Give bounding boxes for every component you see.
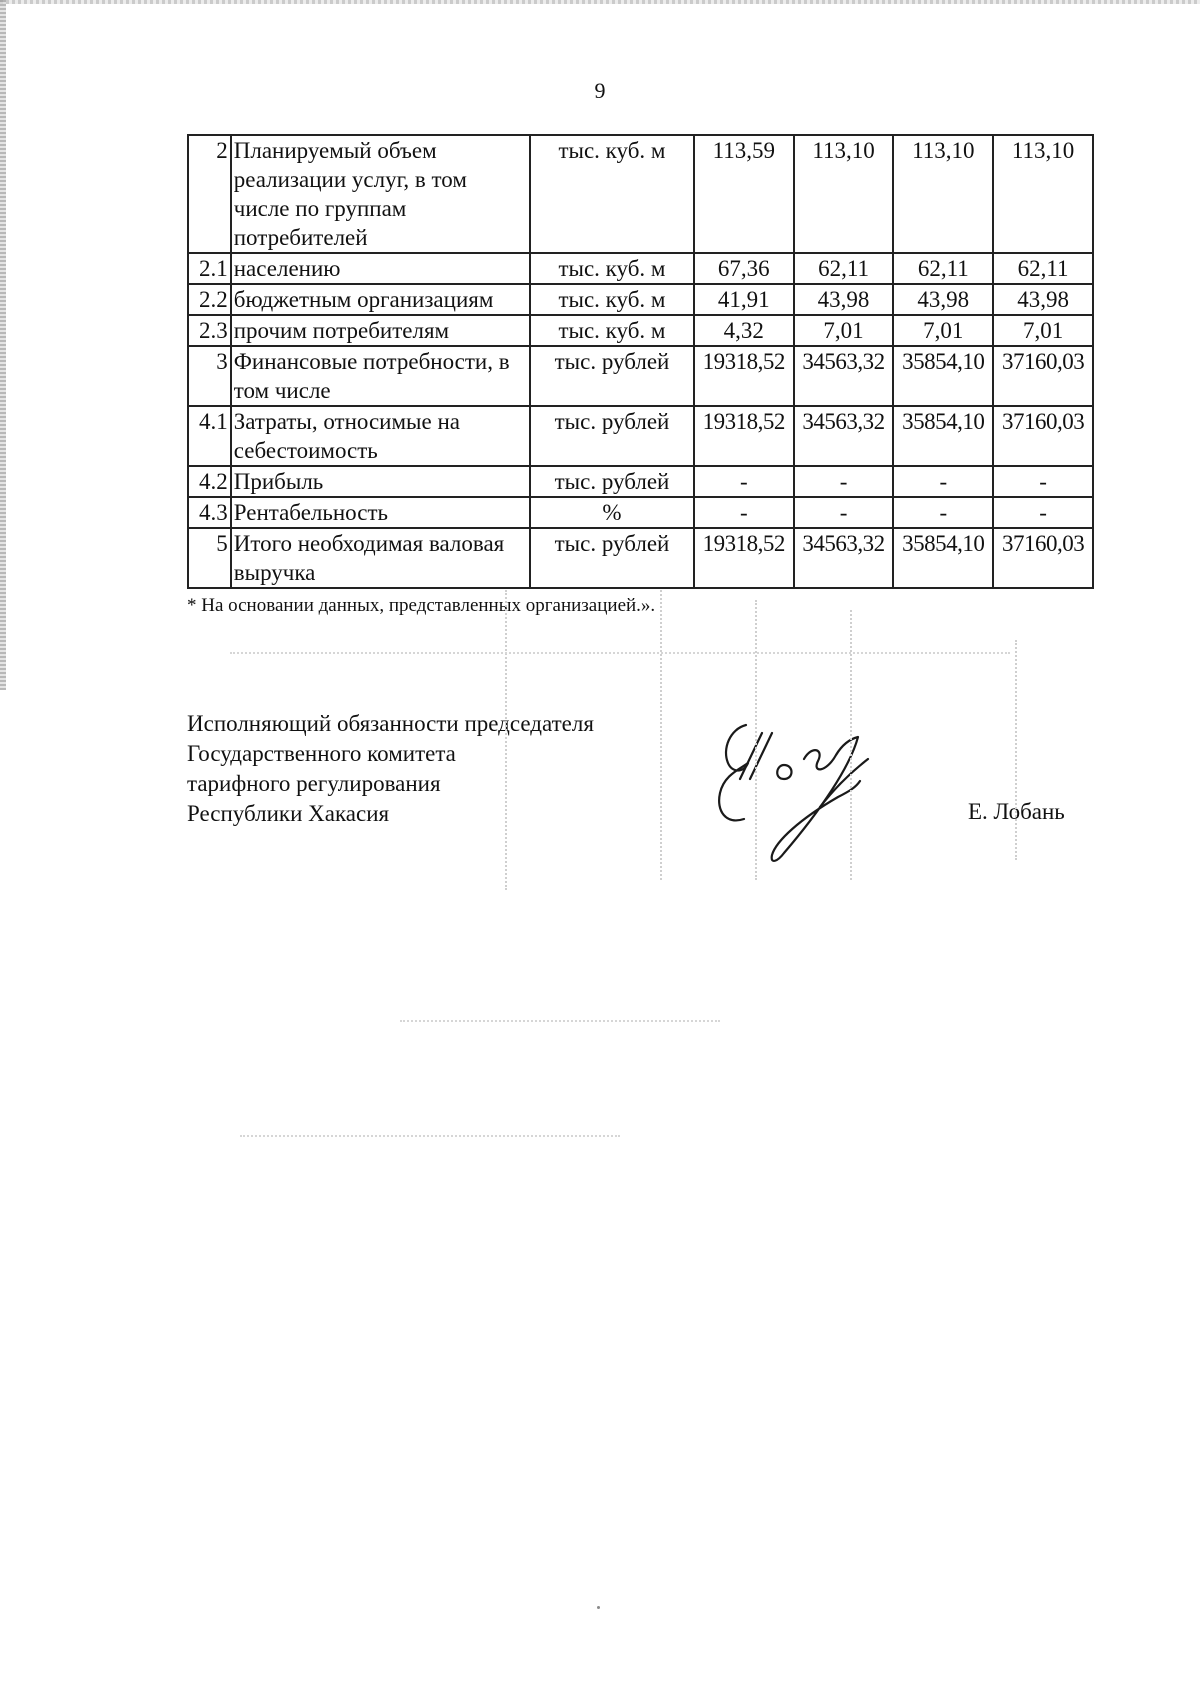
value-cell: 113,59 — [694, 135, 794, 253]
indicator-name-cell: Планируемый объем реализации услуг, в том числе по группам потребителей — [231, 135, 530, 253]
table-row — [188, 346, 1093, 406]
indicator-name-cell: Прибыль — [231, 466, 530, 497]
row-number-cell: 2.3 — [188, 315, 231, 346]
row-number-cell: 3 — [188, 346, 231, 406]
indicator-name-cell: Финансовые потребности, в том числе — [231, 346, 530, 406]
signatory-name: Е. Лобань — [968, 799, 1065, 824]
value-cell: 7,01 — [993, 315, 1093, 346]
value-cell: 62,11 — [794, 253, 894, 284]
value-cell: 37160,03 — [993, 346, 1093, 406]
value-cell: 43,98 — [993, 284, 1093, 315]
bleed-through-line — [505, 590, 507, 890]
table-row — [188, 315, 1093, 346]
row-number-cell: 4.3 — [188, 497, 231, 528]
row-number-cell: 2 — [188, 135, 231, 253]
value-cell: 7,01 — [794, 315, 894, 346]
value-cell: 34563,32 — [794, 346, 894, 406]
bleed-through-line — [400, 1020, 720, 1022]
table-row — [188, 406, 1093, 466]
unit-cell: тыс. рублей — [530, 406, 694, 466]
bleed-through-line — [755, 600, 757, 880]
value-cell: - — [893, 497, 993, 528]
table-row — [188, 284, 1093, 315]
value-cell: 43,98 — [794, 284, 894, 315]
value-cell: - — [893, 466, 993, 497]
value-cell: 113,10 — [993, 135, 1093, 253]
signatory-title-line: Исполняющий обязанности председателя — [187, 711, 594, 736]
signatory-title-line: Государственного комитета — [187, 741, 456, 766]
row-number-cell: 4.2 — [188, 466, 231, 497]
value-cell: 34563,32 — [794, 528, 894, 588]
footnote: * На основании данных, представленных организацией.». — [187, 595, 656, 616]
value-cell: - — [694, 497, 794, 528]
indicator-name-cell: населению — [231, 253, 530, 284]
value-cell: 113,10 — [794, 135, 894, 253]
bleed-through-line — [230, 652, 1010, 654]
table-row — [188, 466, 1093, 497]
value-cell: 19318,52 — [694, 406, 794, 466]
table-row — [188, 135, 1093, 253]
signatory-title-line: тарифного регулирования — [187, 771, 441, 796]
table-row — [188, 528, 1093, 588]
bleed-through-line — [850, 610, 852, 880]
indicator-name-cell: Итого необходимая валовая выручка — [231, 528, 530, 588]
value-cell: 4,32 — [694, 315, 794, 346]
unit-cell: % — [530, 497, 694, 528]
indicator-name-cell: Затраты, относимые на себестоимость — [231, 406, 530, 466]
value-cell: 37160,03 — [993, 528, 1093, 588]
value-cell: 113,10 — [893, 135, 993, 253]
value-cell: - — [794, 466, 894, 497]
value-cell: 34563,32 — [794, 406, 894, 466]
value-cell: - — [993, 497, 1093, 528]
value-cell: 62,11 — [993, 253, 1093, 284]
indicator-name-cell: бюджетным организациям — [231, 284, 530, 315]
handwritten-signature — [700, 715, 910, 875]
value-cell: 19318,52 — [694, 528, 794, 588]
value-cell: 35854,10 — [893, 346, 993, 406]
unit-cell: тыс. рублей — [530, 346, 694, 406]
bleed-through-line — [660, 590, 662, 880]
bleed-through-line — [1015, 640, 1017, 860]
unit-cell: тыс. куб. м — [530, 284, 694, 315]
table-row — [188, 497, 1093, 528]
value-cell: 43,98 — [893, 284, 993, 315]
value-cell: 7,01 — [893, 315, 993, 346]
value-cell: 62,11 — [893, 253, 993, 284]
value-cell: - — [993, 466, 1093, 497]
page-number: 9 — [594, 78, 606, 103]
unit-cell: тыс. куб. м — [530, 253, 694, 284]
signatory-title — [187, 709, 594, 829]
row-number-cell: 4.1 — [188, 406, 231, 466]
value-cell: 35854,10 — [893, 406, 993, 466]
scan-edge-top — [0, 0, 1200, 4]
value-cell: 37160,03 — [993, 406, 1093, 466]
row-number-cell: 2.2 — [188, 284, 231, 315]
table-row — [188, 253, 1093, 284]
value-cell: - — [694, 466, 794, 497]
value-cell: 19318,52 — [694, 346, 794, 406]
unit-cell: тыс. куб. м — [530, 315, 694, 346]
row-number-cell: 2.1 — [188, 253, 231, 284]
indicator-name-cell: Рентабельность — [231, 497, 530, 528]
unit-cell: тыс. рублей — [530, 466, 694, 497]
scan-speck — [597, 1606, 600, 1609]
row-number-cell: 5 — [188, 528, 231, 588]
signatory-title-line: Республики Хакасия — [187, 801, 390, 826]
value-cell: 67,36 — [694, 253, 794, 284]
tariff-table-body — [188, 135, 1093, 588]
indicator-name-cell: прочим потребителям — [231, 315, 530, 346]
unit-cell: тыс. куб. м — [530, 135, 694, 253]
unit-cell: тыс. рублей — [530, 528, 694, 588]
tariff-table — [187, 134, 1094, 589]
value-cell: - — [794, 497, 894, 528]
value-cell: 41,91 — [694, 284, 794, 315]
bleed-through-line — [240, 1135, 620, 1137]
value-cell: 35854,10 — [893, 528, 993, 588]
